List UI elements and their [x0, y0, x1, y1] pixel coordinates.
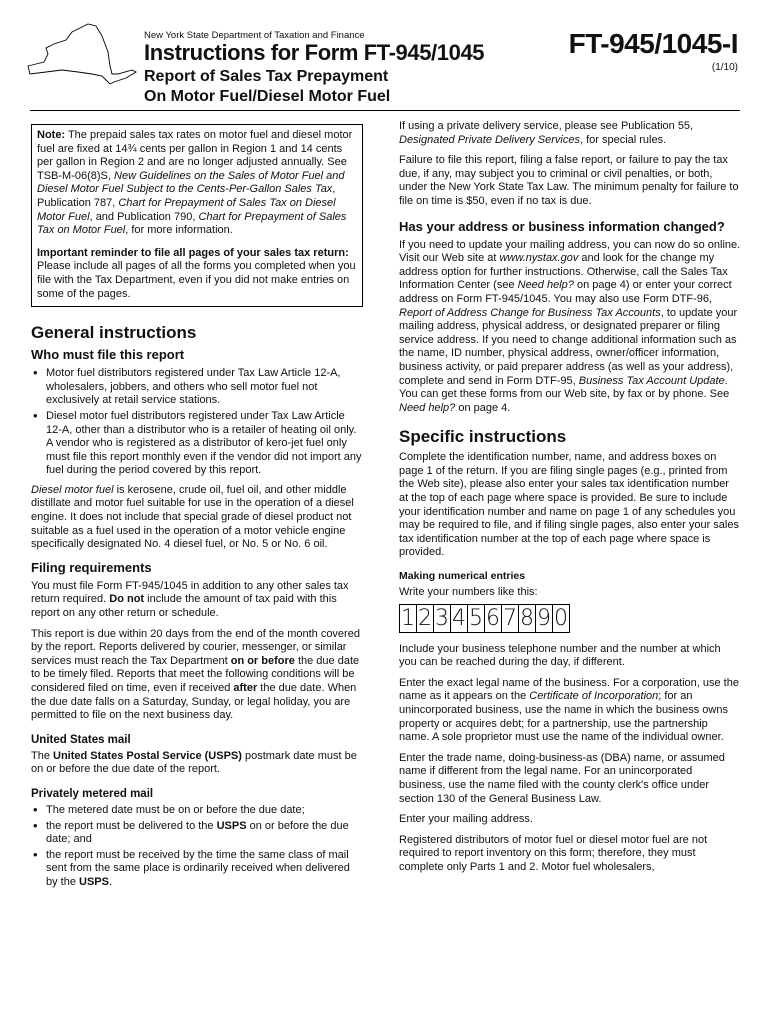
numerical-entries-text: Write your numbers like this: — [399, 586, 538, 599]
digit-box: 9 — [537, 605, 551, 631]
digit-box: 7 — [503, 605, 517, 631]
metered-mail-heading: Privately metered mail — [31, 787, 154, 800]
note-box — [31, 124, 363, 307]
specific-instructions-paragraph: Complete the identification number, name, and address boxes on page 1 of the return. If you are filing single pages (e.g., printed from the Web site), please also enter your sales tax identification number at the top of each page where space is provided. Be sure to include your identification number and name on page 1 of any schedules you may be required to file, and if filing single pages, also enter your sales tax identification number at the top of each page where space is provided. — [399, 451, 739, 559]
digit-box: 0 — [554, 605, 568, 631]
due-date-paragraph: This report is due within 20 days from the end of the month covered by the report. Reports delivered by courier, messenger, or similar services must reach the Tax Department on or before the due date to be timely filed. Reports that meet the following conditions will be considered filed on time, even if received after the due date. When the due date falls on a Saturday, Sunday, or legal holiday, you are permitted to file on the next business day. — [31, 627, 360, 722]
metered-mail-list — [31, 804, 363, 890]
left-column — [31, 124, 363, 896]
digit-box: 5 — [469, 605, 483, 631]
digit-example-boxes — [399, 604, 741, 633]
digit-box: 6 — [486, 605, 500, 631]
general-instructions-heading: General instructions — [31, 323, 197, 343]
list-item: • the report must be delivered to the USPS on or before the due date; and — [31, 820, 363, 847]
address-change-heading: Has your address or business information changed? — [399, 218, 725, 234]
digit-box: 3 — [435, 605, 449, 631]
who-must-file-list — [31, 367, 363, 478]
digit-box: 1 — [401, 605, 415, 631]
digit-box: 4 — [452, 605, 466, 631]
numerical-entries-heading: Making numerical entries — [399, 570, 526, 583]
document-subtitle-line2: On Motor Fuel/Diesel Motor Fuel — [144, 88, 391, 105]
list-item: • The metered date must be on or before the due date; — [31, 804, 363, 818]
list-item: • Motor fuel distributors registered under Tax Law Article 12-A, wholesalers, jobbers, and others who sell motor fuel not exclusively at retail service stations. — [31, 367, 363, 408]
legal-name-paragraph: Enter the exact legal name of the business. For a corporation, use the name as it appears on the Certificate of Incorporation; for an unincorporated business, use the name in which the business owns property or acquires debt; for a partnership, use the partnership name. A sole proprietor must use the name of the individual owner. — [399, 676, 739, 744]
diesel-definition: Diesel motor fuel is kerosene, crude oil, fuel oil, and other middle distillate and motor fuel suitable for use in the operation of a diesel engine. It does not include that special grade of diesel product not suitable as a fuel used in the operation of a motor vehicle engine specifically designated No. 4 diesel fuel, or No. 5 or No. 6 oil. — [31, 483, 354, 551]
mailing-address-paragraph: Enter your mailing address. — [399, 813, 533, 826]
list-item: • the report must be received by the time the same class of mail sent from the same place is ordinarily received when delivered by the USPS. — [31, 849, 363, 890]
new-york-state-map-icon — [22, 22, 140, 92]
digit-box: 2 — [418, 605, 432, 631]
who-must-file-heading: Who must file this report — [31, 347, 185, 363]
document-subtitle-line1: Report of Sales Tax Prepayment — [144, 68, 389, 85]
private-delivery-paragraph: If using a private delivery service, please see Publication 55, Designated Private Delivery Services, for special rules. — [399, 120, 694, 146]
list-item: • Diesel motor fuel distributors registered under Tax Law Article 12-A, other than a distributor who is a retailer of heating oil only. A vendor who is registered as a distributor of kero-jet fuel only must file this report monthly even if the vendor did not import any fuel during the period covered by this report. — [31, 410, 363, 478]
us-mail-heading: United States mail — [31, 733, 131, 746]
header-divider — [30, 110, 740, 111]
filing-paragraph: You must file Form FT-945/1045 in addition to any other sales tax return required. Do not include the amount of tax paid with this report on any other return or schedule. — [31, 579, 349, 620]
us-mail-paragraph: The United States Postal Service (USPS) postmark date must be on or before the due date of the report. — [31, 749, 357, 776]
filing-requirements-heading: Filing requirements — [31, 559, 152, 575]
registered-distributors-paragraph: Registered distributors of motor fuel or diesel motor fuel are not required to report inventory on this form; therefore, they must complete only Parts 1 and 2. Motor fuel wholesalers, — [399, 833, 708, 873]
agency-name: New York State Department of Taxation and Finance — [144, 30, 365, 41]
form-number: FT-945/1045-I — [568, 28, 738, 59]
revision-date: (1/10) — [711, 62, 738, 73]
document-title: Instructions for Form FT-945/1045 — [144, 40, 485, 65]
address-change-paragraph: If you need to update your mailing address, you can now do so online. Visit our Web site at www.nystax.gov and look for the change my address option for further instructions. Otherwise, call the Sales Tax Information Center (see Need help? on page 4) or enter your correct address on Form FT-945/1045. You may also use Form DTF-96, Report of Address Change for Business Tax Accounts, to update your mailing address, physical address, or designated preparer or filing service address. If you need to change additional information such as the name, ID number, physical address, owner/officer information, business activity, or paid preparer address (as well as your address), complete and send in Form DTF-95, Business Tax Account Update. You can get these forms from our Web site, by fax or by phone. See Need help? on page 4. — [399, 238, 741, 414]
reminder-paragraph: Important reminder to file all pages of your sales tax return: Please include all pages of all the forms you completed when you file with the Tax Department, even if you did not make entries on some of the pages. — [37, 246, 356, 300]
dba-paragraph: Enter the trade name, doing-business-as (DBA) name, or assumed name if different from the legal name. For an unincorporated business, use the name filed with the county clerk's office under section 130 of the General Business Law. — [399, 751, 725, 805]
right-column — [399, 120, 741, 882]
phone-paragraph: Include your business telephone number and the number at which you can be reached during the day, if different. — [399, 642, 721, 669]
digit-box: 8 — [520, 605, 534, 631]
note-paragraph: Note: The prepaid sales tax rates on motor fuel and diesel motor fuel are fixed at 14¾ cents per gallon in Region 1 and 14 cents per gallon in Region 2 and are no longer adjusted annually. See TSB-M-06(8)S, New Guidelines on the Sales of Motor Fuel and Diesel Motor Fuel Subject to the Cents-Per-Gallon Sales Tax, Publication 787, Chart for Prepayment of Sales Tax on Diesel Motor Fuel, and Publication 790, Chart for Prepayment of Sales Tax on Motor Fuel, for more information. — [37, 129, 353, 237]
specific-instructions-heading: Specific instructions — [399, 427, 567, 447]
penalty-paragraph: Failure to file this report, filing a false report, or failure to pay the tax due, if any, may subject you to criminal or civil penalties, or both, under the New York State Tax Law. The minimum penalty for failure to file on time is $50, even if no tax is due. — [399, 154, 739, 207]
